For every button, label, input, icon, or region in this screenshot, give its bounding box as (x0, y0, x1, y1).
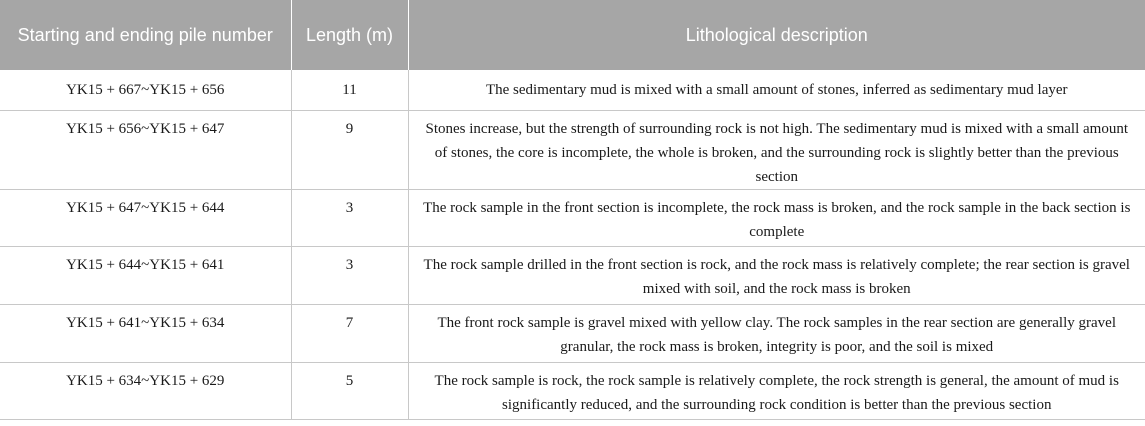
pile-number-cell: YK15 + 667~YK15 + 656 (0, 70, 291, 110)
length-cell: 9 (291, 110, 408, 189)
header-row (0, 0, 1145, 70)
length-cell: 3 (291, 246, 408, 304)
description-cell: The front rock sample is gravel mixed with yellow clay. The rock samples in the rear section are generally gravel granular, the rock mass is broken, integrity is poor, and the soil is mixed (408, 304, 1145, 362)
header-length: Length (m) (291, 0, 408, 70)
table-row (0, 362, 1145, 419)
table-header (0, 0, 1145, 70)
description-cell: The rock sample drilled in the front section is rock, and the rock mass is relatively complete; the rear section is gravel mixed with soil, and the rock mass is broken (408, 246, 1145, 304)
description-cell: The rock sample is rock, the rock sample is relatively complete, the rock strength is general, the amount of mud is significantly reduced, and the surrounding rock condition is better than the previous section (408, 362, 1145, 419)
table-row (0, 110, 1145, 189)
pile-number-cell: YK15 + 634~YK15 + 629 (0, 362, 291, 419)
description-cell: The sedimentary mud is mixed with a small amount of stones, inferred as sedimentary mud layer (408, 70, 1145, 110)
length-cell: 5 (291, 362, 408, 419)
table-row (0, 246, 1145, 304)
table-row (0, 304, 1145, 362)
header-pile-number: Starting and ending pile number (17, 25, 273, 45)
table-body (0, 70, 1145, 419)
description-cell: The rock sample in the front section is incomplete, the rock mass is broken, and the rock sample in the back section is complete (408, 189, 1145, 246)
length-cell: 11 (291, 70, 408, 110)
length-cell: 3 (291, 189, 408, 246)
description-cell: Stones increase, but the strength of surrounding rock is not high. The sedimentary mud is mixed with a small amount of stones, the core is incomplete, the whole is broken, and the surrounding rock is slightly better than the previous section (408, 110, 1145, 189)
pile-number-cell: YK15 + 644~YK15 + 641 (0, 246, 291, 304)
pile-number-cell: YK15 + 641~YK15 + 634 (0, 304, 291, 362)
header-lithological-description: Lithological description (408, 0, 1145, 70)
table-row (0, 70, 1145, 110)
table-row (0, 189, 1145, 246)
length-cell: 7 (291, 304, 408, 362)
pile-number-cell: YK15 + 647~YK15 + 644 (0, 189, 291, 246)
pile-number-cell: YK15 + 656~YK15 + 647 (0, 110, 291, 189)
